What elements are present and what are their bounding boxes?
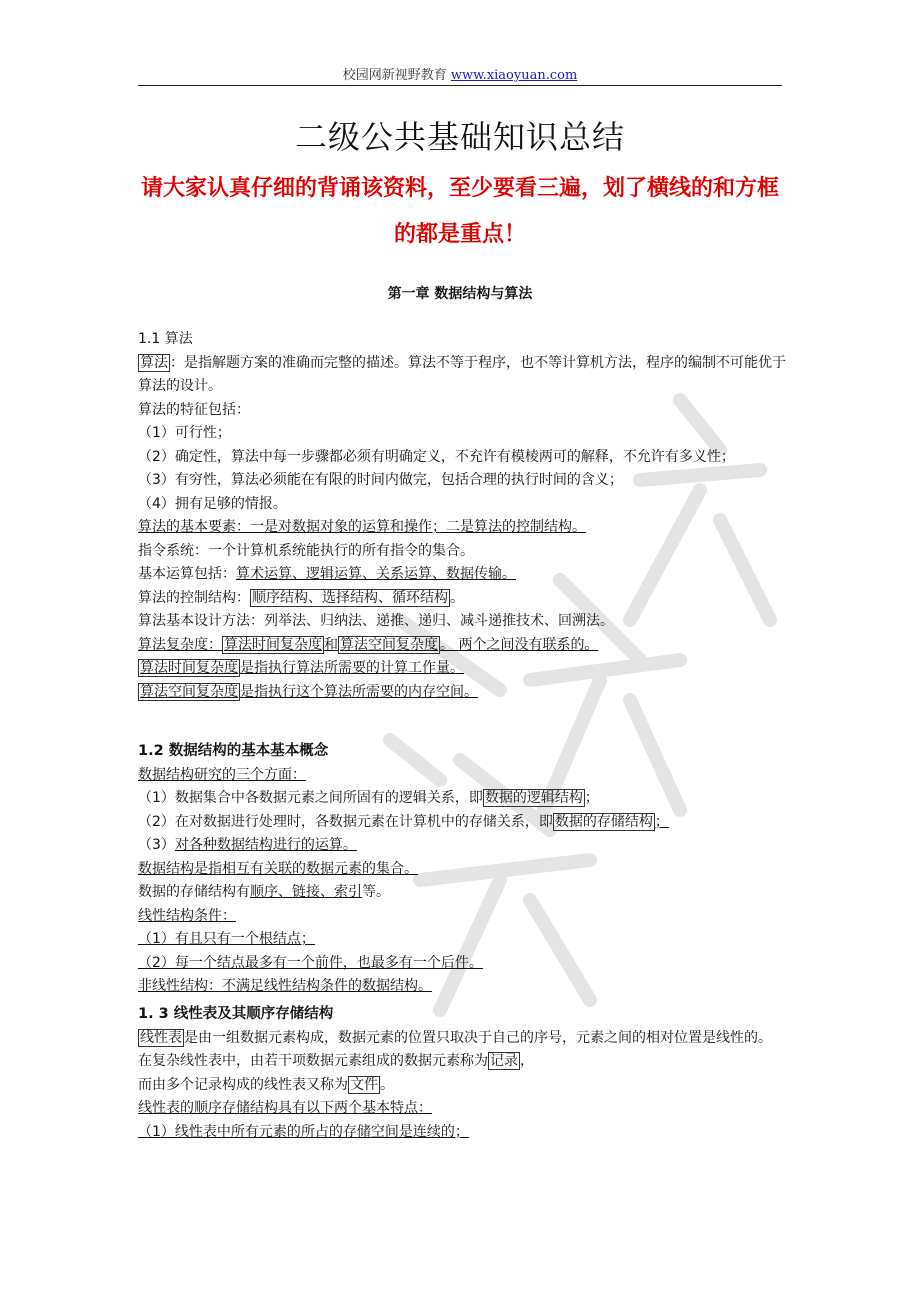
- text: 是由一组数据元素构成，数据元素的位置只取决于自己的序号，元素之间的相对位置是线性的。: [184, 1029, 772, 1046]
- section-heading: 1.2 数据结构的基本基本概念: [138, 743, 329, 759]
- list-item: （1）可行性；: [138, 425, 231, 441]
- text: ，: [520, 1053, 534, 1069]
- paragraph: [138, 1050, 788, 1074]
- paragraph: 线性结构条件：: [138, 907, 236, 924]
- text: 算法的控制结构：: [138, 589, 250, 606]
- list-item: [138, 811, 788, 835]
- paragraph: [138, 352, 788, 399]
- list-item: （2）确定性，算法中每一步骤都必须有明确定义，不充许有模棱两可的解释，不允许有多义性；: [138, 448, 735, 465]
- text: 是指执行算法所需要的计算工作量。: [240, 660, 464, 676]
- paragraph: [138, 1074, 788, 1098]
- boxed-term: 数据的存储结构: [554, 813, 653, 830]
- header-divider: [138, 85, 782, 86]
- paragraph: [138, 881, 788, 905]
- document-title: 二级公共基础知识总结: [294, 118, 625, 156]
- paragraph: [138, 1027, 788, 1051]
- section-1-2: [138, 740, 788, 999]
- list-item: [138, 787, 788, 811]
- boxed-term: 顺序结构、选择结构、循环结构: [252, 589, 448, 606]
- section-1-1: [138, 328, 788, 704]
- text: （1）数据集合中各数据元素之间所固有的逻辑关系，即: [138, 790, 483, 806]
- section-heading: 1.1 算法: [138, 331, 193, 347]
- paragraph: 数据结构研究的三个方面：: [138, 766, 306, 783]
- text: 基本运算包括：: [138, 566, 236, 582]
- paragraph: 算法的特征包括：: [138, 401, 250, 418]
- text: （2）在对数据进行处理时，各数据元素在计算机中的存储关系，即: [138, 813, 553, 830]
- paragraph: [138, 587, 788, 611]
- boxed-term: 算法时间复杂度: [224, 636, 322, 653]
- header-site-link[interactable]: www.xiaoyuan.com: [450, 68, 578, 83]
- paragraph: 指令系统：一个计算机系统能执行的所有指令的集合。: [138, 542, 474, 559]
- text: 。: [380, 1076, 394, 1093]
- boxed-term: 线性表: [140, 1029, 182, 1046]
- boxed-term: 算法: [140, 354, 168, 371]
- chapter-heading: 第一章 数据结构与算法: [387, 286, 533, 302]
- text: 数据的存储结构有: [138, 884, 250, 900]
- boxed-term: 算法时间复杂度: [140, 660, 238, 676]
- text: 和: [324, 636, 338, 653]
- section-heading: 1. 3 线性表及其顺序存储结构: [138, 1006, 334, 1022]
- underlined-text: 顺序、链接、索引: [250, 884, 362, 900]
- list-item: [138, 834, 788, 858]
- paragraph: [138, 634, 788, 658]
- text: ：是指解题方案的准确而完整的描述。算法不等于程序，也不等计算机方法，程序的编制不可能优于算法的设计。: [138, 354, 786, 394]
- boxed-term: 数据的逻辑结构: [484, 790, 583, 806]
- text: （3）: [138, 837, 175, 853]
- paragraph: [138, 657, 788, 681]
- underlined-text: 算术运算、逻辑运算、关系运算、数据传输。: [236, 566, 516, 582]
- list-item: （1）线性表中所有元素的所占的存储空间是连续的；: [138, 1123, 469, 1140]
- text: ；: [654, 813, 669, 830]
- text: ；: [584, 790, 599, 806]
- boxed-term: 文件: [350, 1076, 378, 1093]
- boxed-term: 算法空间复杂度: [340, 636, 438, 653]
- text: 而由多个记录构成的线性表又称为: [138, 1076, 348, 1093]
- notice-text: 请大家认真仔细的背诵该资料，至少要看三遍，划了横线的和方框的都是重点！: [140, 176, 779, 247]
- header-site-name: 校园网新视野教育: [342, 68, 447, 83]
- list-item: （1）有且只有一个根结点；: [138, 931, 315, 947]
- list-item: （4）拥有足够的情报。: [138, 495, 287, 512]
- list-item: （3）有穷性，算法必须能在有限的时间内做完，包括合理的执行时间的含义；: [138, 472, 623, 488]
- list-item: （2）每一个结点最多有一个前件，也最多有一个后件。: [138, 954, 483, 971]
- boxed-term: 算法空间复杂度: [140, 683, 238, 700]
- page-header: [138, 64, 782, 83]
- paragraph: 算法基本设计方法：列举法、归纳法、递推、递归、减斗递推技术、回溯法。: [138, 613, 614, 629]
- text: 等。: [362, 884, 390, 900]
- text: 算法复杂度：: [138, 636, 222, 653]
- paragraph: 非线性结构：不满足线性结构条件的数据结构。: [138, 978, 432, 994]
- text: 。: [450, 589, 464, 606]
- paragraph: 数据结构是指相互有关联的数据元素的集合。: [138, 860, 418, 877]
- underlined-text: 对各种数据结构进行的运算。: [174, 837, 357, 853]
- paragraph: [138, 563, 788, 587]
- paragraph: 算法的基本要素：一是对数据对象的运算和操作；二是算法的控制结构。: [138, 519, 586, 535]
- paragraph: 线性表的顺序存储结构具有以下两个基本特点：: [138, 1100, 432, 1116]
- text: 是指执行这个算法所需要的内存空间。: [240, 683, 478, 700]
- paragraph: [138, 681, 788, 705]
- text: 。 两个之间没有联系的。: [440, 636, 599, 653]
- text: 在复杂线性表中，由若干项数据元素组成的数据元素称为: [138, 1053, 488, 1069]
- section-1-3: [138, 1003, 788, 1144]
- boxed-term: 记录: [490, 1053, 518, 1069]
